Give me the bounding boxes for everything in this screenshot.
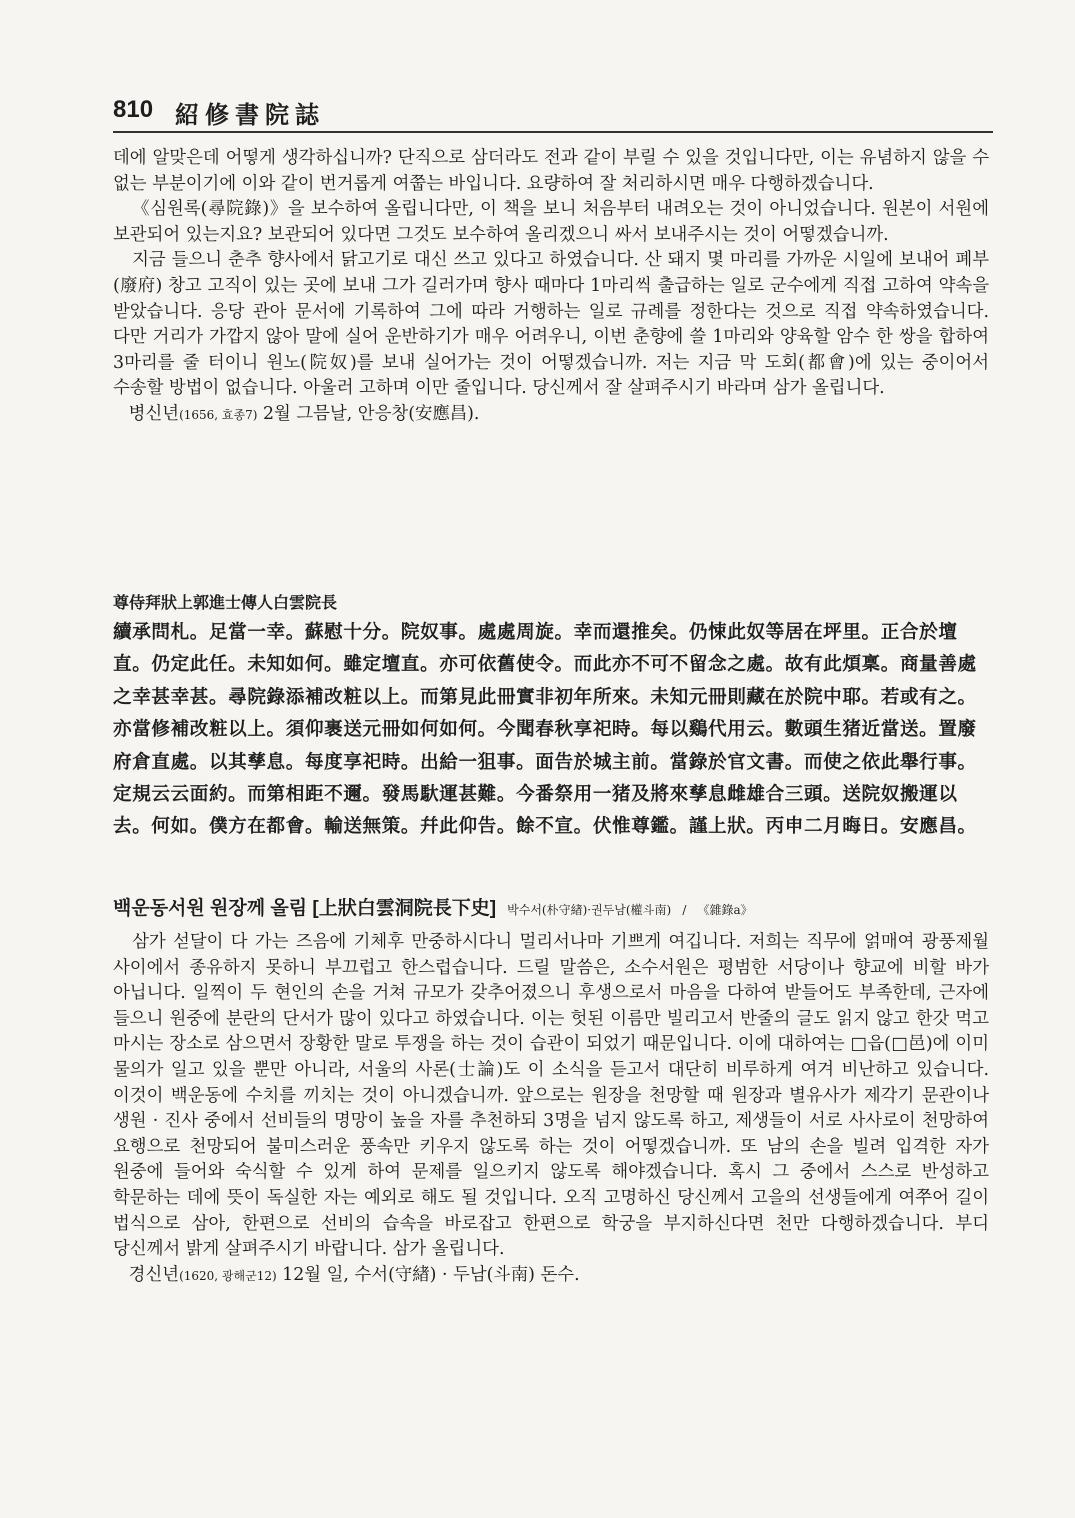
section-title: 백운동서원 원장께 올림 [上狀白雲洞院長下史]	[113, 898, 497, 919]
letter-1-paragraph-3: 지금 들으니 춘추 향사에서 닭고기로 대신 쓰고 있다고 하였습니다. 산 돼지 몇 마리를 가까운 시일에 보내어 폐부(廢府) 창고 고직이 있는 곳에 보내 그가 길러가며 향사 때마다 1마리씩 출급하는 일로 군수에게 직접 고하여 약속을 받았습니다. 응당 관아 문서에 기록하여 그에 따라 거행하는 일로 규례를 정한다는 것으로 직접 약속하였습니다. 다만 거리가 가깝지 않아 말에 실어 운반하기가 매우 어려우니, 이번 춘향에 쓸 1마리와 양육할 암수 한 쌍을 합하여 3마리를 줄 터이니 원노(院奴)를 보내 실어가는 것이 어떻겠습니까. 저는 지금 막 도회(都會)에 있는 중이어서 수송할 방법이 없습니다. 아울러 고하며 이만 줄입니다. 당신께서 잘 살펴주시기 바라며 삼가 올립니다.	[113, 250, 989, 399]
header-rule	[113, 131, 993, 133]
section-heading	[113, 893, 993, 920]
page-header	[113, 96, 993, 132]
letter-2-paragraph: 삼가 섣달이 다 가는 즈음에 기체후 만중하시다니 멀리서나마 기쁘게 여깁니다. 저희는 직무에 얽매여 광풍제월 사이에서 종유하지 못하니 부끄럽고 한스럽습니다. 드릴 말씀은, 소수서원은 평범한 서당이나 향교에 비할 바가 아닙니다. 일찍이 두 현인의 손을 거쳐 규모가 갖추어졌으니 후생으로서 마음을 다하여 받들어도 부족한데, 근자에 들으니 원중에 분란의 단서가 많이 있다고 하였습니다. 이는 헛된 이름만 빌리고서 반줄의 글도 읽지 않고 한갓 먹고 마시는 장소로 삼으면서 장황한 말로 투쟁을 하는 것이 습관이 되었기 때문입니다. 이에 대하여는 □읍(□邑)에 이미 물의가 일고 있을 뿐만 아니라, 서울의 사론(士論)도 이 소식을 듣고서 대단히 비루하게 여겨 비난하고 있습니다. 이것이 백운동에 수치를 끼치는 것이 아니겠습니까. 앞으로는 원장을 천망할 때 원장과 별유사가 제각기 문관이나 생원 · 진사 중에서 선비들의 명망이 높을 자를 추천하되 3명을 넘지 않도록 하고, 제생들이 서로 사사로이 천망하여 요행으로 천망되어 불미스러운 풍속만 키우지 않도록 하는 것이 어떻겠습니까. 또 남의 손을 빌려 입격한 자가 원중에 들어와 숙식할 수 있게 하여 문제를 일으키지 않도록 해야겠습니다. 혹시 그 중에서 스스로 반성하고 학문하는 데에 뜻이 독실한 자는 예외로 해도 될 것입니다. 오직 고명하신 당신께서 고을의 선생들에게 여쭈어 길이 법식으로 삼아, 한편으로 선비의 습속을 바로잡고 한편으로 학궁을 부지하신다면 천만 다행하겠습니다. 부디 당신께서 밝게 살펴주시기 바랍니다. 삼가 올립니다.	[113, 932, 989, 1260]
letter-2-translation	[113, 930, 989, 1289]
letter-1-translation	[113, 146, 989, 429]
page-number: 810	[113, 96, 154, 123]
section-source: 《雜錄a》	[697, 903, 753, 917]
letter-1-paragraph-2: 《심원록(尋院錄)》을 보수하여 올립니다만, 이 책을 보니 처음부터 내려오는 것이 아니었습니다. 원본이 서원에 보관되어 있는지요? 보관되어 있다면 그것도 보수하여 올리겠으니 싸서 보내주시는 것이 어떻겠습니까.	[113, 199, 989, 245]
letter-1-date-main: 병신년	[128, 403, 180, 424]
book-title: 紹修書院誌	[175, 100, 325, 129]
letter-1-paragraph-1: 데에 알맞은데 어떻게 생각하십니까? 단직으로 삼더라도 전과 같이 부릴 수 있을 것입니다만, 이는 유념하지 않을 수 없는 부분이기에 이와 같이 번거롭게 여쭙는 바입니다. 요량하여 잘 처리하시면 매우 다행하겠습니다.	[113, 148, 989, 194]
letter-1-dateline	[113, 402, 989, 429]
letter-2-dateline	[113, 1263, 989, 1290]
hanja-letter-text: 續承問札。足當一幸。蘇慰十分。院奴事。處處周旋。幸而還推矣。仍悚此奴等居在坪里。正合於壇直。仍定此任。未知如何。雖定壇直。亦可依舊使令。而此亦不可不留念之處。故有此煩稟。商量善處之幸甚幸甚。尋院錄添補改粧以上。而第見此冊實非初年所來。未知元冊則藏在於院中耶。若或有之。亦當修補改粧以上。須仰裹送元冊如何如何。今聞春秋享祀時。每以鷄代用云。數頭生猪近當送。置廢府倉直處。以其孳息。每度享祀時。出給一狙事。面告於城主前。當錄於官文書。而使之依此舉行事。定規云云面約。而第相距不邇。發馬馱運甚難。今番祭用一猪及將來孳息雌雄合三頭。送院奴搬運以去。何如。僕方在都會。輸送無策。幷此仰告。餘不宣。伏惟尊鑑。謹上狀。丙申二月晦日。安應昌。	[113, 622, 977, 838]
hanja-letter-title: 尊侍拜狀上郭進士傳人白雲院長	[113, 593, 338, 612]
section-separator: /	[682, 903, 687, 917]
letter-1-date-rest: 2월 그믐날, 안응창(安應昌).	[257, 403, 480, 424]
letter-2-date-main: 경신년	[128, 1264, 180, 1285]
letter-1-date-note: (1656, 효종7)	[179, 407, 258, 422]
section-authors: 박수서(朴守緖)·권두남(權斗南)	[507, 903, 672, 917]
letter-2-date-rest: 12월 일, 수서(守緖) · 두남(斗南) 돈수.	[276, 1264, 580, 1285]
hanja-letter-original	[113, 617, 993, 844]
letter-2-date-note: (1620, 광해군12)	[179, 1268, 277, 1283]
